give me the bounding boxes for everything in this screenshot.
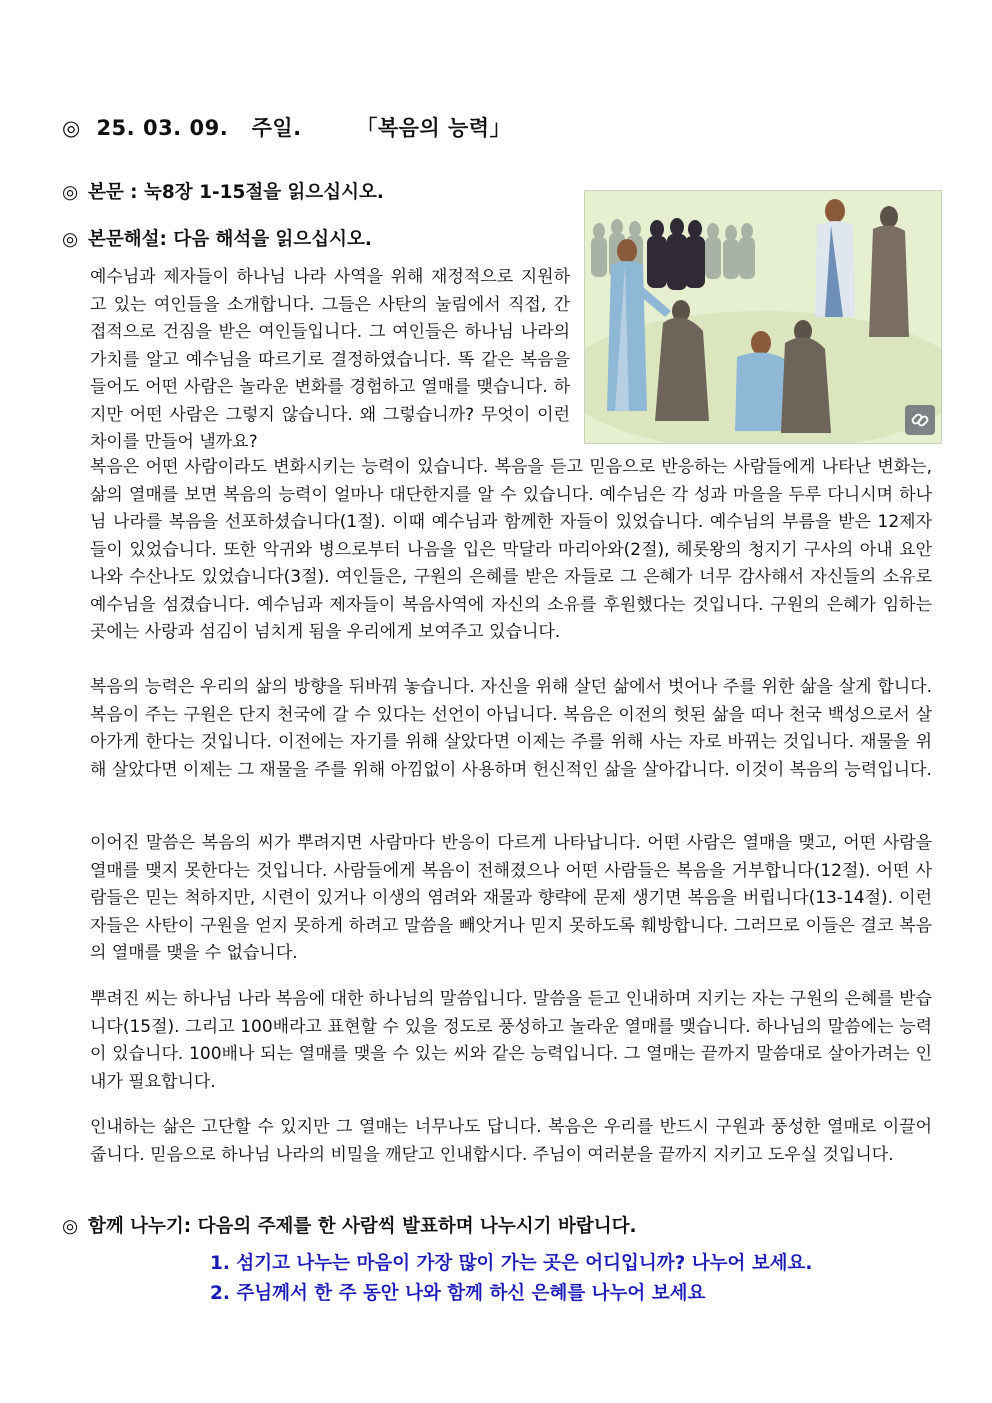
heading-marker: ◎: [62, 1216, 79, 1237]
body-paragraph-2: 복음의 능력은 우리의 삶의 방향을 뒤바꿔 놓습니다. 자신을 위해 살던 삶에서 벗어나 주를 위한 삶을 살게 합니다. 복음이 주는 구원은 단지 천국에 갈 수 있다는 선언이 아닙니다. 복음은 이전의 헛된 삶을 떠나 천국 백성으로서 살아가게 한다는 것입니다. 이전에는 자기를 위해 살았다면 이제는 주를 위해 사는 자로 바뀌는 것입니다. 재물을 위해 살았다면 이제는 그 재물을 주를 위해 아낌없이 사용하며 헌신적인 삶을 살아갑니다. 이것이 복음의 능력입니다.: [90, 677, 932, 780]
sharing-heading-text: 함께 나누기: 다음의 주제를 한 사람씩 발표하며 나누시기 바랍니다.: [88, 1216, 637, 1237]
intro-paragraph: 예수님과 제자들이 하나님 나라 사역을 위해 재정적으로 지원하고 있는 여인들을 소개합니다. 그들은 사탄의 눌림에서 직접, 간접적으로 건짐을 받은 여인들입니다. 그 여인들은 하나님 나라의 가치를 알고 예수님을 따르기로 결정하였습니다. 똑 같은 복음을 들어도 어떤 사람은 놀라운 변화를 경험하고 열매를 맺습니다. 하지만 어떤 사람은 그렇지 않습니다. 왜 그렇습니까? 무엇이 이런 차이를 만들어 낼까요?: [90, 267, 570, 452]
body-paragraph-4: 뿌려진 씨는 하나님 나라 복음에 대한 하나님의 말씀입니다. 말씀을 듣고 인내하며 지키는 자는 구원의 은혜를 받습니다(15절). 그리고 100배라고 표현할 수 있을 정도로 풍성하고 놀라운 열매를 맺습니다. 하나님의 말씀에는 능력이 있습니다. 100배나 되는 열매를 맺을 수 있는 씨와 같은 능력입니다. 그 열매는 끝까지 말씀대로 살아가려는 인내가 필요합니다.: [90, 989, 932, 1092]
link-icon[interactable]: [905, 405, 935, 435]
sharing-heading: [62, 1212, 636, 1238]
discussion-question-1: 1. 섬기고 나누는 마음이 가장 많이 가는 곳은 어디입니까? 나누어 보세요.: [210, 1253, 813, 1274]
body-paragraph-1: 복음은 어떤 사람이라도 변화시키는 능력이 있습니다. 복음을 듣고 믿음으로 반응하는 사람들에게 나타난 변화는, 삶의 열매를 보면 복음의 능력이 얼마나 대단한지를 알 수 있습니다. 예수님은 각 성과 마을을 두루 다니시며 하나님 나라를 복음을 선포하셨습니다(1절). 이때 예수님과 함께한 자들이 있었습니다. 예수님의 부름을 받은 12제자들이 있었습니다. 또한 악귀와 병으로부터 나음을 입은 막달라 마리아와(2절), 헤롯왕의 청지기 구사의 아내 요안나와 수산나도 있었습니다(3절). 여인들은, 구원의 은혜를 받은 자들로 그 은혜가 너무 감사해서 자신들의 소유로 예수님을 섬겼습니다. 예수님과 제자들이 복음사역에 자신의 소유를 후원했다는 것입니다. 구원의 은혜가 임하는 곳에는 사랑과 섬김이 넘치게 됨을 우리에게 보여주고 있습니다.: [90, 457, 932, 642]
body-paragraph-3: 이어진 말씀은 복음의 씨가 뿌려지면 사람마다 반응이 다르게 나타납니다. 어떤 사람은 열매을 맺고, 어떤 사람을 열매를 맺지 못한다는 것입니다. 사람들에게 복음이 전해졌으나 어떤 사람들은 복음을 거부합니다(12절). 어떤 사람들은 믿는 척하지만, 시련이 있거나 이생의 염려와 재물과 향략에 문제 생기면 복음을 버립니다(13-14절). 이런 자들은 사탄이 구원을 얻지 못하게 하려고 말씀을 빼앗거나 믿지 못하도록 훼방합니다. 그러므로 이들은 결코 복음의 열매를 맺을 수 없습니다.: [90, 833, 932, 963]
heading-marker: ◎: [62, 229, 79, 250]
discussion-question-2: 2. 주님께서 한 주 동안 나와 함께 하신 은혜를 나누어 보세요: [210, 1283, 706, 1304]
body-paragraph-5: 인내하는 삶은 고단할 수 있지만 그 열매는 너무나도 답니다. 복음은 우리를 반드시 구원과 풍성한 열매로 이끌어 줍니다. 믿음으로 하나님 나라의 비밀을 깨닫고 인내합시다. 주님이 여러분을 끝까지 지키고 도우실 것입니다.: [90, 1117, 932, 1165]
illustration-graphic: [585, 191, 941, 443]
heading-marker: ◎: [62, 182, 79, 203]
commentary-heading-text: 본문해설: 다음 해석을 읽으십시오.: [88, 229, 372, 250]
commentary-heading: [62, 225, 372, 251]
scripture-heading: [62, 178, 384, 204]
scripture-heading-text: 본문 : 눅8장 1-15절을 읽으십시오.: [88, 182, 384, 203]
jesus-healing-illustration: [584, 190, 942, 444]
page-title: ◎ 25. 03. 09. 주일. 「복음의 능력」: [62, 116, 512, 140]
